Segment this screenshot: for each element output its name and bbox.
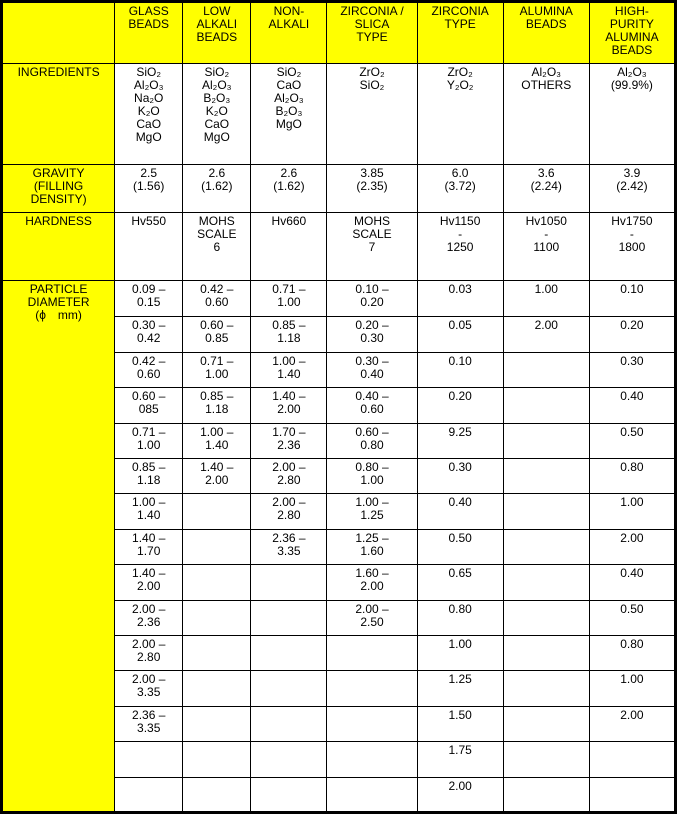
particle-cell: 1.00 – 1.40 (115, 494, 183, 529)
ingredients-cell: Al₂O₃ (99.9%) (589, 63, 674, 164)
particle-cell: 0.85 – 1.18 (115, 459, 183, 494)
particle-cell: 0.80 (589, 459, 674, 494)
corner-cell (3, 3, 115, 64)
particle-cell (251, 635, 327, 670)
particle-cell: 0.71 – 1.00 (115, 423, 183, 458)
ingredients-cell: ZrO₂ SiO₂ (327, 63, 417, 164)
particle-cell (503, 529, 589, 564)
particle-cell (327, 635, 417, 670)
particle-cell: 9.25 (417, 423, 503, 458)
particle-cell: 0.60 – 0.85 (183, 317, 251, 352)
particle-cell: 1.00 (589, 671, 674, 706)
particle-cell (251, 565, 327, 600)
particle-cell: 1.25 – 1.60 (327, 529, 417, 564)
particle-cell (183, 635, 251, 670)
particle-cell (183, 777, 251, 811)
hardness-cell: MOHS SCALE 7 (327, 213, 417, 281)
particle-cell (503, 742, 589, 777)
particle-cell: 0.50 (417, 529, 503, 564)
particle-cell: 1.75 (417, 742, 503, 777)
particle-cell (183, 494, 251, 529)
col-header-non-alkali: NON- ALKALI (251, 3, 327, 64)
particle-cell (327, 671, 417, 706)
hardness-cell: Hv1050 - 1100 (503, 213, 589, 281)
hardness-cell: MOHS SCALE 6 (183, 213, 251, 281)
ingredients-row (3, 63, 675, 164)
particle-cell: 0.40 (417, 494, 503, 529)
particle-cell (183, 742, 251, 777)
particle-cell: 0.40 – 0.60 (327, 388, 417, 423)
col-header-alumina-beads: ALUMINA BEADS (503, 3, 589, 64)
gravity-cell: 2.6 (1.62) (183, 164, 251, 213)
particle-cell: 2.36 – 3.35 (251, 529, 327, 564)
particle-cell: 1.40 – 2.00 (115, 565, 183, 600)
particle-cell: 2.36 – 3.35 (115, 706, 183, 741)
particle-cell: 0.30 – 0.42 (115, 317, 183, 352)
particle-cell (327, 777, 417, 811)
particle-cell: 0.30 – 0.40 (327, 352, 417, 387)
particle-cell (503, 388, 589, 423)
particle-cell (251, 706, 327, 741)
particle-cell (589, 777, 674, 811)
particle-cell: 0.85 – 1.18 (251, 317, 327, 352)
particle-cell: 0.20 – 0.30 (327, 317, 417, 352)
particle-cell (251, 742, 327, 777)
particle-cell: 1.00 (503, 281, 589, 317)
particle-cell (327, 742, 417, 777)
particle-cell: 0.71 – 1.00 (183, 352, 251, 387)
particle-cell: 0.40 (589, 388, 674, 423)
gravity-cell: 2.6 (1.62) (251, 164, 327, 213)
ingredients-cell: Al₂O₃ OTHERS (503, 63, 589, 164)
particle-cell (327, 706, 417, 741)
particle-cell (115, 742, 183, 777)
ingredients-cell: SiO₂ Al₂O₃ B₂O₃ K₂O CaO MgO (183, 63, 251, 164)
particle-cell: 0.30 (417, 459, 503, 494)
particle-cell: 2.00 – 2.36 (115, 600, 183, 635)
particle-cell: 0.10 (417, 352, 503, 387)
particle-cell (503, 352, 589, 387)
gravity-cell: 2.5 (1.56) (115, 164, 183, 213)
gravity-cell: 3.85 (2.35) (327, 164, 417, 213)
row-label-particle-diameter: PARTICLE DIAMETER (ϕ mm) (3, 281, 115, 812)
hardness-cell: Hv550 (115, 213, 183, 281)
header-row (3, 3, 675, 64)
hardness-cell: Hv1750 - 1800 (589, 213, 674, 281)
particle-cell: 0.50 (589, 600, 674, 635)
particle-cell: 1.00 – 1.40 (251, 352, 327, 387)
particle-cell: 0.80 (589, 635, 674, 670)
col-header-glass-beads: GLASS BEADS (115, 3, 183, 64)
particle-cell: 0.65 (417, 565, 503, 600)
particle-cell: 1.00 (589, 494, 674, 529)
ingredients-cell: SiO₂ Al₂O₃ Na₂O K₂O CaO MgO (115, 63, 183, 164)
particle-cell: 1.60 – 2.00 (327, 565, 417, 600)
particle-cell (183, 671, 251, 706)
particle-cell: 1.40 – 1.70 (115, 529, 183, 564)
particle-cell: 1.25 (417, 671, 503, 706)
particle-cell (183, 565, 251, 600)
particle-cell: 2.00 – 2.50 (327, 600, 417, 635)
particle-cell (589, 742, 674, 777)
particle-cell: 0.85 – 1.18 (183, 388, 251, 423)
particle-cell: 0.20 (417, 388, 503, 423)
particle-cell (503, 494, 589, 529)
particle-cell (183, 600, 251, 635)
col-header-zirconia-slica-type: ZIRCONIA / SLICA TYPE (327, 3, 417, 64)
particle-cell: 2.00 (503, 317, 589, 352)
particle-cell (503, 600, 589, 635)
particle-cell (251, 777, 327, 811)
hardness-row (3, 213, 675, 281)
particle-cell: 1.00 (417, 635, 503, 670)
row-label-ingredients: INGREDIENTS (3, 63, 115, 164)
particle-cell: 0.60 – 0.80 (327, 423, 417, 458)
particle-cell: 2.00 – 2.80 (251, 494, 327, 529)
particle-cell: 0.80 (417, 600, 503, 635)
particle-cell (183, 529, 251, 564)
col-header-zirconia-type: ZIRCONIA TYPE (417, 3, 503, 64)
particle-cell: 0.05 (417, 317, 503, 352)
gravity-cell: 3.9 (2.42) (589, 164, 674, 213)
particle-row (3, 281, 675, 317)
particle-cell: 1.70 – 2.36 (251, 423, 327, 458)
particle-cell: 0.09 – 0.15 (115, 281, 183, 317)
particle-cell: 2.00 – 2.80 (115, 635, 183, 670)
particle-cell: 0.50 (589, 423, 674, 458)
particle-cell: 2.00 (589, 529, 674, 564)
particle-cell (503, 459, 589, 494)
particle-cell (183, 706, 251, 741)
particle-cell: 2.00 – 2.80 (251, 459, 327, 494)
particle-cell: 2.00 – 3.35 (115, 671, 183, 706)
ingredients-cell: SiO₂ CaO Al₂O₃ B₂O₃ MgO (251, 63, 327, 164)
row-label-hardness: HARDNESS (3, 213, 115, 281)
particle-cell: 0.80 – 1.00 (327, 459, 417, 494)
gravity-cell: 3.6 (2.24) (503, 164, 589, 213)
particle-cell: 0.30 (589, 352, 674, 387)
particle-cell: 0.60 – 085 (115, 388, 183, 423)
particle-cell (503, 777, 589, 811)
particle-cell (503, 565, 589, 600)
gravity-row (3, 164, 675, 213)
particle-cell: 0.03 (417, 281, 503, 317)
particle-cell: 0.10 (589, 281, 674, 317)
row-label-gravity: GRAVITY (FILLING DENSITY) (3, 164, 115, 213)
particle-cell (503, 706, 589, 741)
particle-cell (503, 635, 589, 670)
particle-cell: 2.00 (589, 706, 674, 741)
col-header-high-purity-alumina: HIGH- PURITY ALUMINA BEADS (589, 3, 674, 64)
particle-cell (503, 423, 589, 458)
particle-cell: 1.40 – 2.00 (251, 388, 327, 423)
particle-cell: 1.40 – 2.00 (183, 459, 251, 494)
particle-cell: 0.71 – 1.00 (251, 281, 327, 317)
hardness-cell: Hv1150 - 1250 (417, 213, 503, 281)
ingredients-cell: ZrO₂ Y₂O₂ (417, 63, 503, 164)
beads-spec-table (2, 2, 675, 812)
col-header-low-alkali-beads: LOW ALKALI BEADS (183, 3, 251, 64)
particle-cell: 0.42 – 0.60 (183, 281, 251, 317)
particle-cell: 0.10 – 0.20 (327, 281, 417, 317)
particle-cell (251, 671, 327, 706)
particle-cell (251, 600, 327, 635)
particle-cell (115, 777, 183, 811)
hardness-cell: Hv660 (251, 213, 327, 281)
particle-cell (503, 671, 589, 706)
particle-cell: 1.00 – 1.25 (327, 494, 417, 529)
particle-cell: 0.20 (589, 317, 674, 352)
particle-cell: 1.50 (417, 706, 503, 741)
gravity-cell: 6.0 (3.72) (417, 164, 503, 213)
particle-cell: 1.00 – 1.40 (183, 423, 251, 458)
particle-cell: 2.00 (417, 777, 503, 811)
particle-cell: 0.40 (589, 565, 674, 600)
particle-cell: 0.42 – 0.60 (115, 352, 183, 387)
